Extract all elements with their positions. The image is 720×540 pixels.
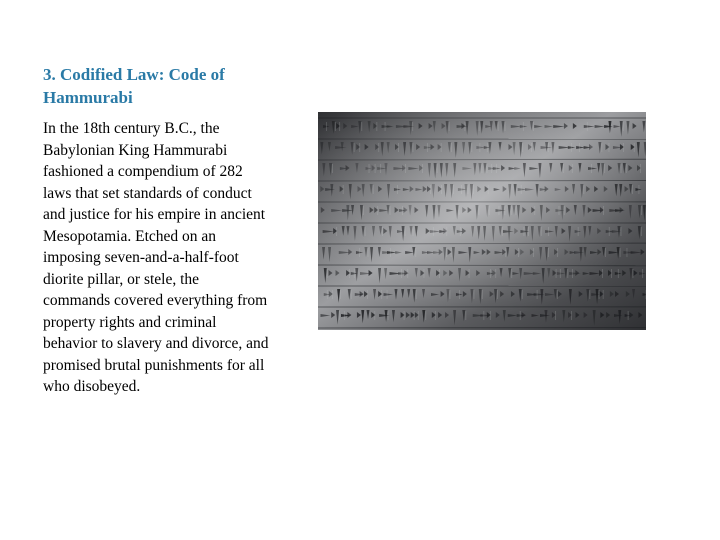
- stele-inscription-photo: [318, 112, 646, 330]
- slide-title: 3. Codified Law: Code of Hammurabi: [43, 65, 225, 107]
- stone-sheen: [318, 112, 646, 330]
- cuneiform-stele-image: [318, 112, 646, 330]
- slide-body-text: In the 18th century B.C., the Babylonian King Hammurabi fashioned a compendium of 282 laws that set standards of conduct and justice for his empire in ancient Mesopotamia. Etched on an imposing seven-and-a-half-foot diorite pillar, or stele, the commands covered everything from property rights and criminal behavior to slavery and divorce, and promised brutal punishments for all who disobeyed.: [43, 120, 269, 395]
